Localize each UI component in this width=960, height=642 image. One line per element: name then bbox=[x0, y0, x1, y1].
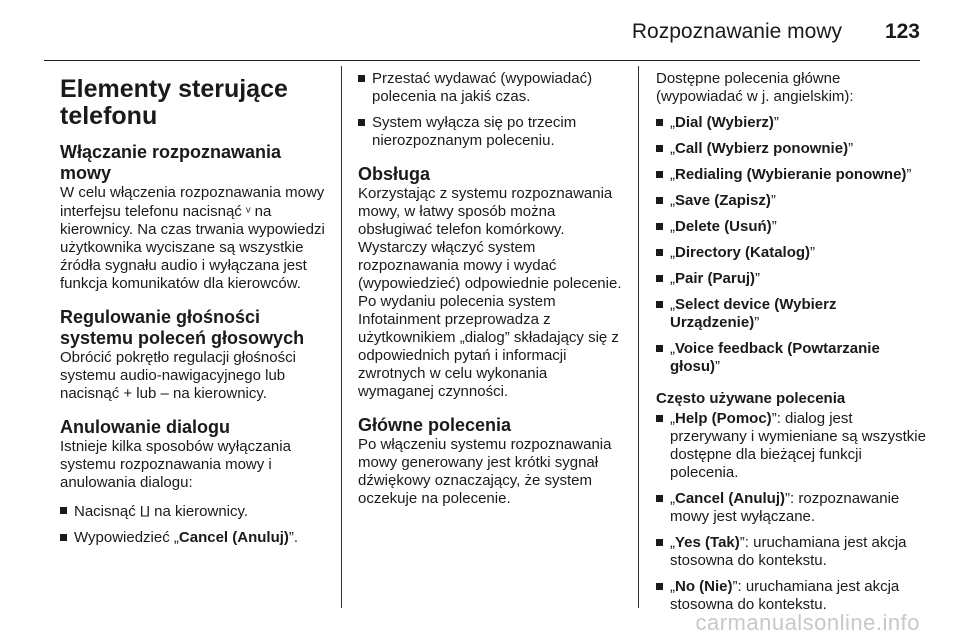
page-title: Rozpoznawanie mowy bbox=[631, 20, 842, 43]
column-divider-1 bbox=[341, 66, 342, 608]
section-text-voice-on: W celu włączenia rozpoznawania mowy interfejsu telefonu nacisnąć ᵛ na kierownicy. Na czas trwania wypowiedzi użytkownika wyciszane są wszystkie źródła sygnału audio i wyłączana jest funkcja komunikatów dla kierowców. bbox=[60, 184, 325, 292]
section-title-volume: Regulowanie głośności systemu poleceń głosowych bbox=[60, 307, 305, 348]
section-title-main-commands: Główne polecenia bbox=[358, 415, 512, 435]
page-number: 123 bbox=[884, 20, 920, 43]
watermark: carmanualsonline.info bbox=[695, 610, 920, 635]
list-item: System wyłącza się po trzecim nierozpoznanym poleceniu. bbox=[358, 114, 626, 150]
list-item: „Yes (Tak)”: uruchamiana jest akcja stosowna do kontekstu. bbox=[656, 534, 926, 570]
voice-icon: ᵛ bbox=[245, 203, 251, 219]
cancel-list-continued bbox=[358, 70, 626, 150]
commands-intro: Dostępne polecenia główne (wypowiadać w j. angielskim): bbox=[656, 70, 854, 105]
list-item: „Save (Zapisz)” bbox=[656, 192, 926, 210]
list-item: „Cancel (Anuluj)”: rozpoznawanie mowy jest wyłączane. bbox=[656, 490, 926, 526]
frequent-commands-list bbox=[656, 410, 926, 614]
section-title-frequent-commands: Często używane polecenia bbox=[656, 390, 846, 407]
page-header bbox=[0, 0, 960, 58]
list-item: „Dial (Wybierz)” bbox=[656, 114, 926, 132]
cancel-list bbox=[60, 502, 332, 547]
list-item: Przestać wydawać (wypowiadać) polecenia na jakiś czas. bbox=[358, 70, 626, 106]
section-text-volume: Obrócić pokrętło regulacji głośności systemu audio-nawigacyjnego lub nacisnąć + lub – na kierownicy. bbox=[60, 349, 296, 402]
list-item: „Help (Pomoc)”: dialog jest przerywany i wymieniane są wszystkie dostępne dla bieżącej funkcji polecenia. bbox=[656, 410, 926, 482]
list-item: „Delete (Usuń)” bbox=[656, 218, 926, 236]
list-item: „No (Nie)”: uruchamiana jest akcja stosowna do kontekstu. bbox=[656, 578, 926, 614]
list-item: „Select device (Wybierz Urządzenie)” bbox=[656, 296, 926, 332]
section-title-cancel: Anulowanie dialogu bbox=[60, 417, 230, 437]
column-divider-2 bbox=[638, 66, 639, 608]
section-text-cancel: Istnieje kilka sposobów wyłączania systemu rozpoznawania mowy i anulowania dialogu: bbox=[60, 438, 291, 491]
section-title-operation: Obsługa bbox=[358, 164, 431, 184]
list-item: Nacisnąć ⨿ na kierownicy. bbox=[60, 502, 332, 521]
section-title-voice-on: Włączanie rozpoznawania mowy bbox=[60, 142, 282, 183]
header-divider bbox=[44, 60, 920, 61]
column-1 bbox=[60, 70, 332, 555]
main-commands-list bbox=[656, 114, 926, 376]
column-3 bbox=[656, 70, 926, 622]
hangup-icon: ⨿ bbox=[139, 503, 150, 519]
list-item: „Directory (Katalog)” bbox=[656, 244, 926, 262]
list-item: „Pair (Paruj)” bbox=[656, 270, 926, 288]
section-text-operation: Korzystając z systemu rozpoznawania mowy, w łatwy sposób można obsługiwać telefon komórkowy. Wystarczy włączyć system rozpoznawania mowy i wydać (wypowiedzieć) odpowiednie polecenie. Po wydaniu polecenia system Infotainment przeprowadza z użytkownikiem „dialog” składający się z odpowiednich pytań i informacji zwrotnych w celu wykonania wymaganej czynności. bbox=[358, 185, 622, 400]
list-item: „Voice feedback (Powtarzanie głosu)” bbox=[656, 340, 926, 376]
list-item: „Call (Wybierz ponownie)” bbox=[656, 140, 926, 158]
list-item: „Redialing (Wybieranie ponowne)” bbox=[656, 166, 926, 184]
column-2 bbox=[358, 70, 626, 508]
main-heading: Elementy sterujące telefonu bbox=[60, 75, 288, 130]
list-item: Wypowiedzieć „Cancel (Anuluj)”. bbox=[60, 529, 332, 547]
section-text-main-commands: Po włączeniu systemu rozpoznawania mowy generowany jest krótki sygnał dźwiękowy oznaczający, że system oczekuje na polecenie. bbox=[358, 436, 612, 507]
